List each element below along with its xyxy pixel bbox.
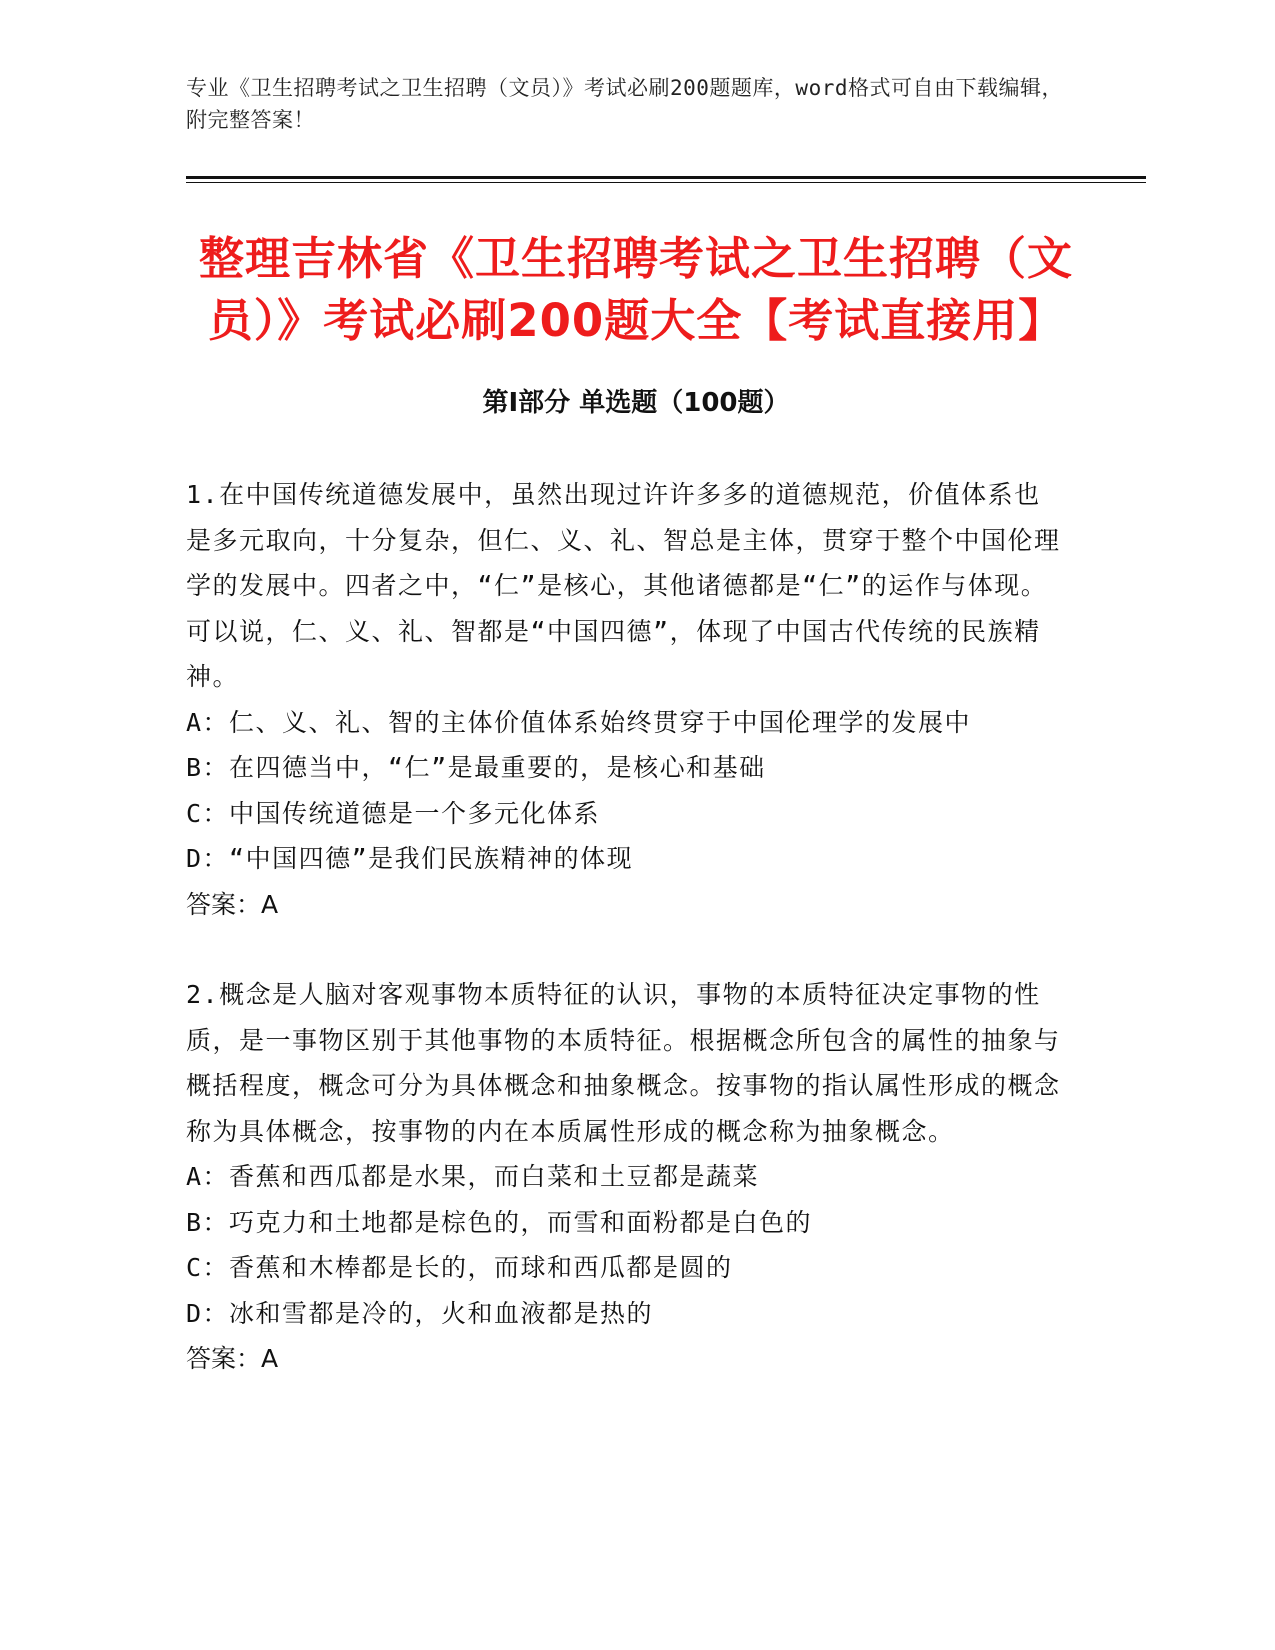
header-divider-thick <box>186 176 1146 179</box>
document-title: 整理吉林省《卫生招聘考试之卫生招聘（文员）》考试必刷200题大全【考试直接用】 <box>198 232 1073 347</box>
option-a: A：仁、义、礼、智的主体价值体系始终贯穿于中国伦理学的发展中 <box>186 707 972 737</box>
option-d: D：冰和雪都是冷的，火和血液都是热的 <box>186 1298 654 1328</box>
question-2 <box>186 972 1066 1382</box>
question-stem: 2.概念是人脑对客观事物本质特征的认识，事物的本质特征决定事物的性质，是一事物区别于其他事物的本质特征。根据概念所包含的属性的抽象与概括程度，概念可分为具体概念和抽象概念。按事物的指认属性形成的概念称为具体概念，按事物的内在本质属性形成的概念称为抽象概念。 <box>186 980 1061 1146</box>
question-stem: 1.在中国传统道德发展中，虽然出现过许许多多的道德规范，价值体系也是多元取向，十分复杂，但仁、义、礼、智总是主体，贯穿于整个中国伦理学的发展中。四者之中，“仁”是核心，其他诸德都是“仁”的运作与体现。可以说，仁、义、礼、智都是“中国四德”，体现了中国古代传统的民族精神。 <box>186 480 1061 691</box>
option-c: C：香蕉和木棒都是长的，而球和西瓜都是圆的 <box>186 1253 733 1282</box>
answer: 答案：A <box>186 1344 279 1373</box>
section-title: 第Ⅰ部分 单选题（100题） <box>482 388 790 418</box>
answer: 答案：A <box>186 889 279 919</box>
document-header-note: 专业《卫生招聘考试之卫生招聘（文员）》考试必刷200题题库，word格式可自由下载编辑，附完整答案！ <box>186 76 1063 132</box>
header-divider-thin <box>186 182 1146 183</box>
option-c: C：中国传统道德是一个多元化体系 <box>186 798 601 828</box>
option-d: D：“中国四德”是我们民族精神的体现 <box>186 844 634 873</box>
option-b: B：巧克力和土地都是棕色的，而雪和面粉都是白色的 <box>186 1207 813 1237</box>
question-1 <box>186 472 1066 927</box>
option-b: B：在四德当中，“仁”是最重要的，是核心和基础 <box>186 753 766 782</box>
option-a: A：香蕉和西瓜都是水果，而白菜和土豆都是蔬菜 <box>186 1162 760 1191</box>
